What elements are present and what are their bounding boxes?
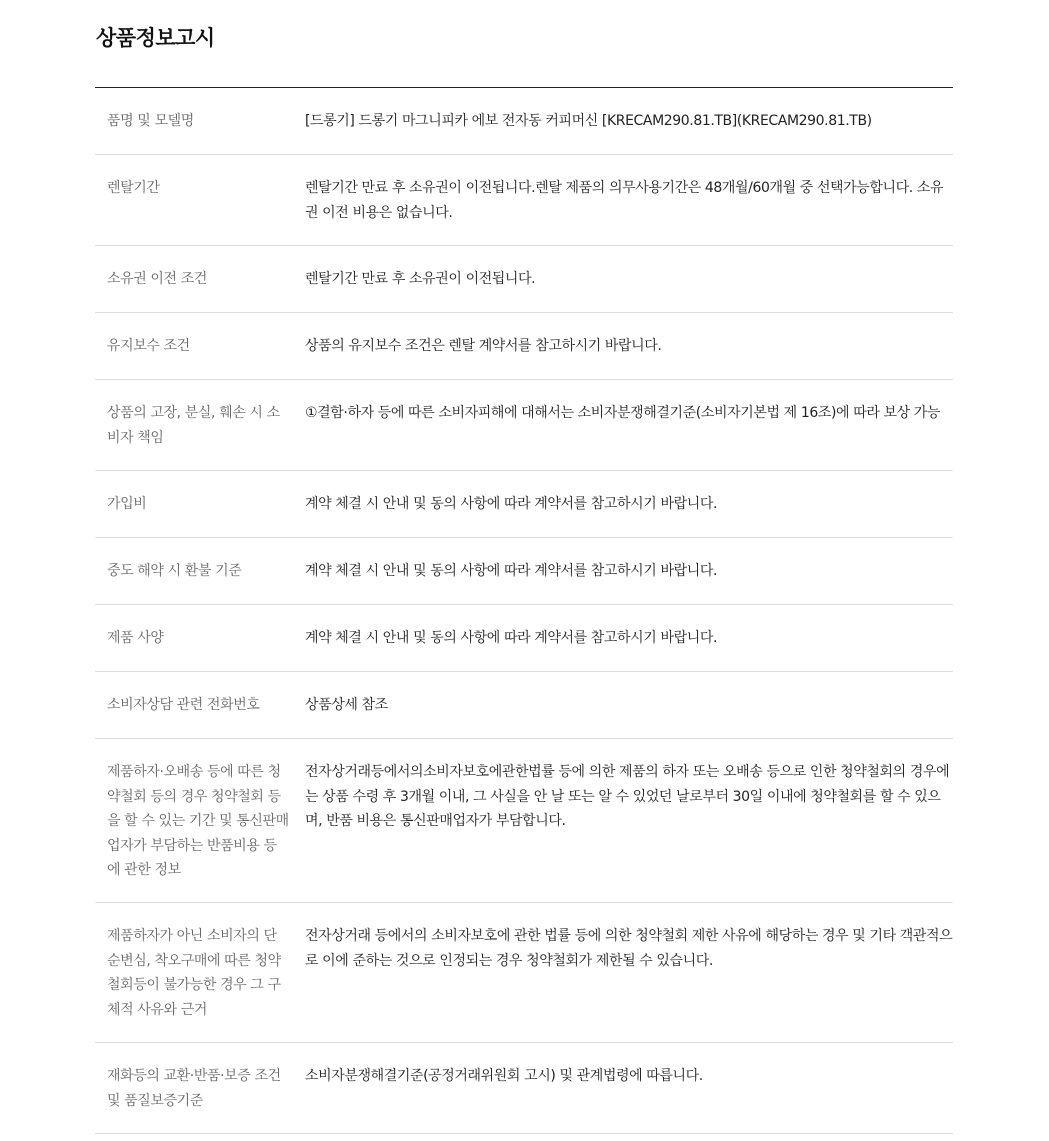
table-row-consumer-liability <box>95 380 953 471</box>
row-value: [드롱기] 드롱기 마그니피카 에보 전자동 커피머신 [KRECAM290.81.TB](KRECAM290.81.TB) <box>293 88 953 155</box>
row-value: 계약 체결 시 안내 및 동의 사항에 따라 계약서를 참고하시기 바랍니다. <box>293 605 953 672</box>
row-label: 가입비 <box>95 471 293 538</box>
row-label: 제품하자가 아닌 소비자의 단순변심, 착오구매에 따른 청약철회등이 불가능한 경우 그 구체적 사유와 근거 <box>95 903 293 1043</box>
row-label: 렌탈기간 <box>95 155 293 246</box>
table-row-consumer-phone <box>95 672 953 739</box>
table-row-withdrawal-restriction <box>95 903 953 1043</box>
row-value: 소비자분쟁해결기준(공정거래위원회 고시) 및 관계법령에 따릅니다. <box>293 1043 953 1134</box>
table-row-rental-period <box>95 155 953 246</box>
table-row-product-spec <box>95 605 953 672</box>
row-label: 유지보수 조건 <box>95 313 293 380</box>
table-row-ownership-transfer <box>95 246 953 313</box>
row-value: ①결함·하자 등에 따른 소비자피해에 대해서는 소비자분쟁해결기준(소비자기본법 제 16조)에 따라 보상 가능 <box>293 380 953 471</box>
row-label: 제품하자·오배송 등에 따른 청약철회 등의 경우 청약철회 등을 할 수 있는 기간 및 통신판매업자가 부담하는 반품비용 등에 관한 정보 <box>95 739 293 903</box>
row-value: 상품의 유지보수 조건은 렌탈 계약서를 참고하시기 바랍니다. <box>293 313 953 380</box>
row-value: 계약 체결 시 안내 및 동의 사항에 따라 계약서를 참고하시기 바랍니다. <box>293 538 953 605</box>
page-title: 상품정보고시 <box>96 26 215 50</box>
row-label: 소유권 이전 조건 <box>95 246 293 313</box>
table-row-model-name <box>95 88 953 155</box>
table-row-refund-policy <box>95 538 953 605</box>
table-row-withdrawal-defect <box>95 739 953 903</box>
row-value: 렌탈기간 만료 후 소유권이 이전됩니다.렌탈 제품의 의무사용기간은 48개월/60개월 중 선택가능합니다. 소유권 이전 비용은 없습니다. <box>293 155 953 246</box>
product-info-table <box>95 87 953 1134</box>
row-value: 상품상세 참조 <box>293 672 953 739</box>
row-label: 상품의 고장, 분실, 훼손 시 소비자 책임 <box>95 380 293 471</box>
row-label: 재화등의 교환·반품·보증 조건 및 품질보증기준 <box>95 1043 293 1134</box>
table-row-maintenance <box>95 313 953 380</box>
row-value: 렌탈기간 만료 후 소유권이 이전됩니다. <box>293 246 953 313</box>
row-value: 전자상거래등에서의소비자보호에관한법률 등에 의한 제품의 하자 또는 오배송 등으로 인한 청약철회의 경우에는 상품 수령 후 3개월 이내, 그 사실을 안 날 또는 알 수 있었던 날로부터 30일 이내에 청약철회를 할 수 있으며, 반품 비용은 통신판매업자가 부담합니다. <box>293 739 953 903</box>
row-label: 품명 및 모델명 <box>95 88 293 155</box>
row-value: 전자상거래 등에서의 소비자보호에 관한 법률 등에 의한 청약철회 제한 사유에 해당하는 경우 및 기타 객관적으로 이에 준하는 것으로 인정되는 경우 청약철회가 제한될 수 있습니다. <box>293 903 953 1043</box>
table-row-warranty <box>95 1043 953 1134</box>
row-label: 중도 해약 시 환불 기준 <box>95 538 293 605</box>
row-value: 계약 체결 시 안내 및 동의 사항에 따라 계약서를 참고하시기 바랍니다. <box>293 471 953 538</box>
row-label: 소비자상담 관련 전화번호 <box>95 672 293 739</box>
row-label: 제품 사양 <box>95 605 293 672</box>
table-row-subscription-fee <box>95 471 953 538</box>
